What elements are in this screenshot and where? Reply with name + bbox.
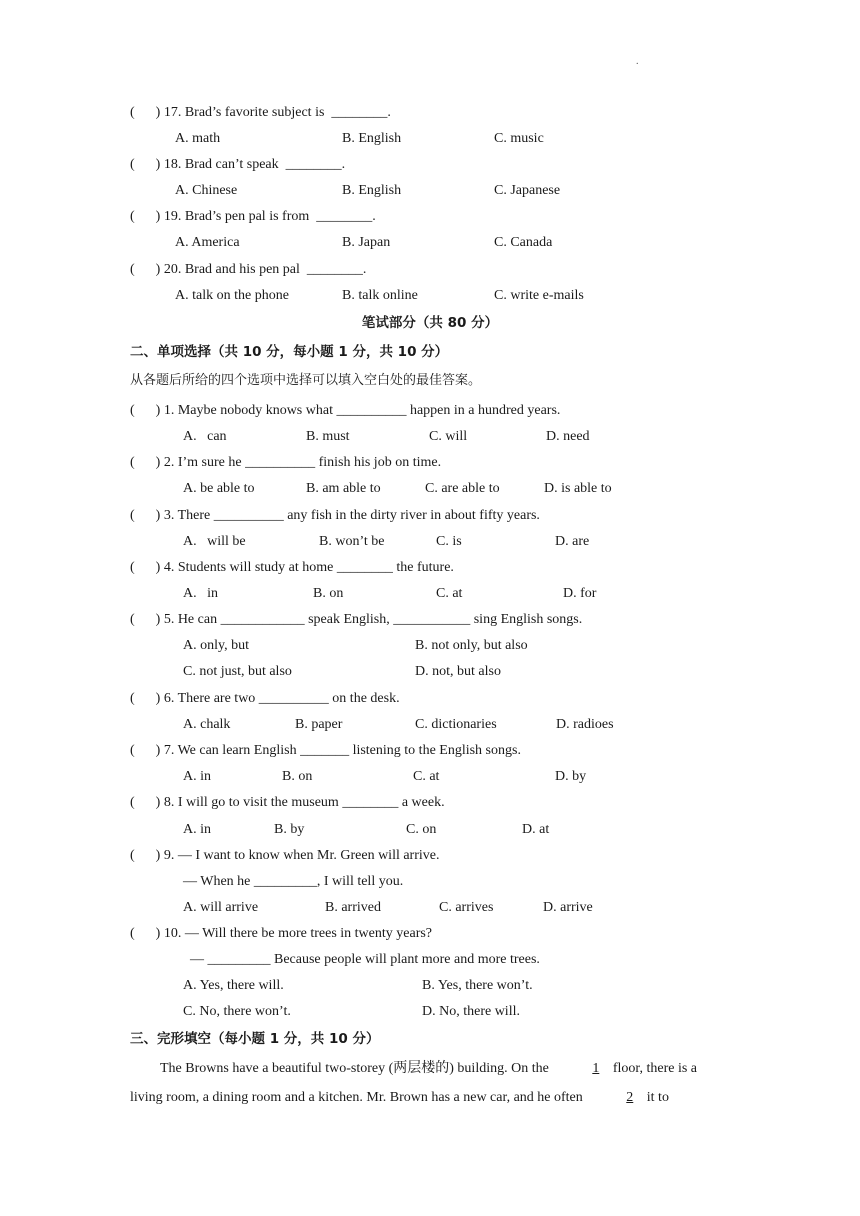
question-6-stem: ( ) 6. There are two __________ on the desk. — [130, 691, 400, 706]
q17-option-b: B. English — [342, 131, 402, 146]
q6-option-b: B. paper — [295, 717, 343, 732]
cloze-text-2: floor, there is a living room, a dining room and a kitchen. Mr. Brown has a new car, and he often — [130, 1061, 697, 1105]
q9-option-b: B. arrived — [325, 900, 381, 915]
question-1-stem: ( ) 1. Maybe nobody knows what __________ happen in a hundred years. — [130, 403, 561, 418]
q18-option-b: B. English — [342, 183, 402, 198]
page-mark: . — [636, 56, 639, 67]
q2-option-c: C. are able to — [425, 481, 500, 496]
q10-option-b: B. Yes, there won’t. — [422, 978, 533, 993]
q18-option-c: C. Japanese — [494, 183, 561, 198]
question-19-stem: ( ) 19. Brad’s pen pal is from ________. — [130, 209, 376, 224]
q19-option-b: B. Japan — [342, 235, 391, 250]
q2-option-d: D. is able to — [544, 481, 612, 496]
q9-option-d: D. arrive — [543, 900, 593, 915]
section-2-heading: 二、单项选择（共 10 分，每小题 1 分，共 10 分） — [130, 344, 449, 360]
question-4-stem: ( ) 4. Students will study at home ________ the future. — [130, 560, 454, 575]
q10-option-a: A. Yes, there will. — [183, 978, 284, 993]
question-8-stem: ( ) 8. I will go to visit the museum ________ a week. — [130, 795, 445, 810]
q5-option-d: D. not, but also — [415, 664, 501, 679]
q2-option-a: A. be able to — [183, 481, 255, 496]
question-17-stem: ( ) 17. Brad’s favorite subject is ________. — [130, 105, 391, 120]
written-part-title: 笔试部分（共 80 分） — [361, 315, 499, 331]
question-9-reply: — When he _________, I will tell you. — [183, 874, 404, 889]
q6-option-d: D. radioes — [556, 717, 614, 732]
question-2-stem: ( ) 2. I’m sure he __________ finish his job on time. — [130, 455, 442, 470]
q4-option-c: C. at — [436, 586, 463, 601]
q19-option-c: C. Canada — [494, 235, 553, 250]
q9-option-c: C. arrives — [439, 900, 494, 915]
q7-option-a: A. in — [183, 769, 211, 784]
cloze-blank-2: 2 — [626, 1090, 634, 1105]
q1-option-d: D. need — [546, 429, 590, 444]
q2-option-b: B. am able to — [306, 481, 381, 496]
section-3-heading: 三、完形填空（每小题 1 分，共 10 分） — [130, 1031, 380, 1047]
q7-option-d: D. by — [555, 769, 587, 784]
q5-option-b: B. not only, but also — [415, 638, 528, 653]
question-3-stem: ( ) 3. There __________ any fish in the dirty river in about fifty years. — [130, 508, 540, 523]
question-10-reply: — _________ Because people will plant more and more trees. — [190, 952, 540, 967]
q17-option-c: C. music — [494, 131, 544, 146]
q18-option-a: A. Chinese — [175, 183, 238, 198]
q8-option-a: A. in — [183, 822, 211, 837]
q10-option-d: D. No, there will. — [422, 1004, 520, 1019]
q10-option-c: C. No, there won’t. — [183, 1004, 291, 1019]
q7-option-c: C. at — [413, 769, 440, 784]
q20-option-b: B. talk online — [342, 288, 418, 303]
question-20-stem: ( ) 20. Brad and his pen pal ________. — [130, 262, 367, 277]
q3-option-b: B. won’t be — [319, 534, 385, 549]
q6-option-a: A. chalk — [183, 717, 231, 732]
q3-option-d: D. are — [555, 534, 590, 549]
q5-option-c: C. not just, but also — [183, 664, 292, 679]
q5-option-a: A. only, but — [183, 638, 249, 653]
question-18-stem: ( ) 18. Brad can’t speak ________. — [130, 157, 346, 172]
q7-option-b: B. on — [282, 769, 313, 784]
q4-option-d: D. for — [563, 586, 597, 601]
q8-option-c: C. on — [406, 822, 437, 837]
cloze-passage — [130, 1054, 730, 1112]
q4-option-a: A. in — [183, 586, 218, 601]
cloze-text-3: it to — [643, 1090, 669, 1105]
cloze-blank-1: 1 — [592, 1061, 600, 1076]
q17-option-a: A. math — [175, 131, 221, 146]
q1-option-c: C. will — [429, 429, 468, 444]
q3-option-c: C. is — [436, 534, 462, 549]
q9-option-a: A. will arrive — [183, 900, 259, 915]
section-2-instruction: 从各题后所给的四个选项中选择可以填入空白处的最佳答案。 — [130, 373, 482, 388]
question-10-stem: ( ) 10. — Will there be more trees in twenty years? — [130, 926, 433, 941]
q19-option-a: A. America — [175, 235, 240, 250]
cloze-text-1: The Browns have a beautiful two-storey (两层楼的) building. On the — [160, 1061, 553, 1076]
q4-option-b: B. on — [313, 586, 344, 601]
question-5-stem: ( ) 5. He can ____________ speak English, ___________ sing English songs. — [130, 612, 583, 627]
q20-option-a: A. talk on the phone — [175, 288, 289, 303]
q1-option-b: B. must — [306, 429, 350, 444]
question-9-stem: ( ) 9. — I want to know when Mr. Green will arrive. — [130, 848, 440, 863]
q6-option-c: C. dictionaries — [415, 717, 497, 732]
q8-option-d: D. at — [522, 822, 550, 837]
q8-option-b: B. by — [274, 822, 305, 837]
q20-option-c: C. write e-mails — [494, 288, 584, 303]
q3-option-a: A. will be — [183, 534, 246, 549]
question-7-stem: ( ) 7. We can learn English _______ listening to the English songs. — [130, 743, 521, 758]
q1-option-a: A. can — [183, 429, 227, 444]
